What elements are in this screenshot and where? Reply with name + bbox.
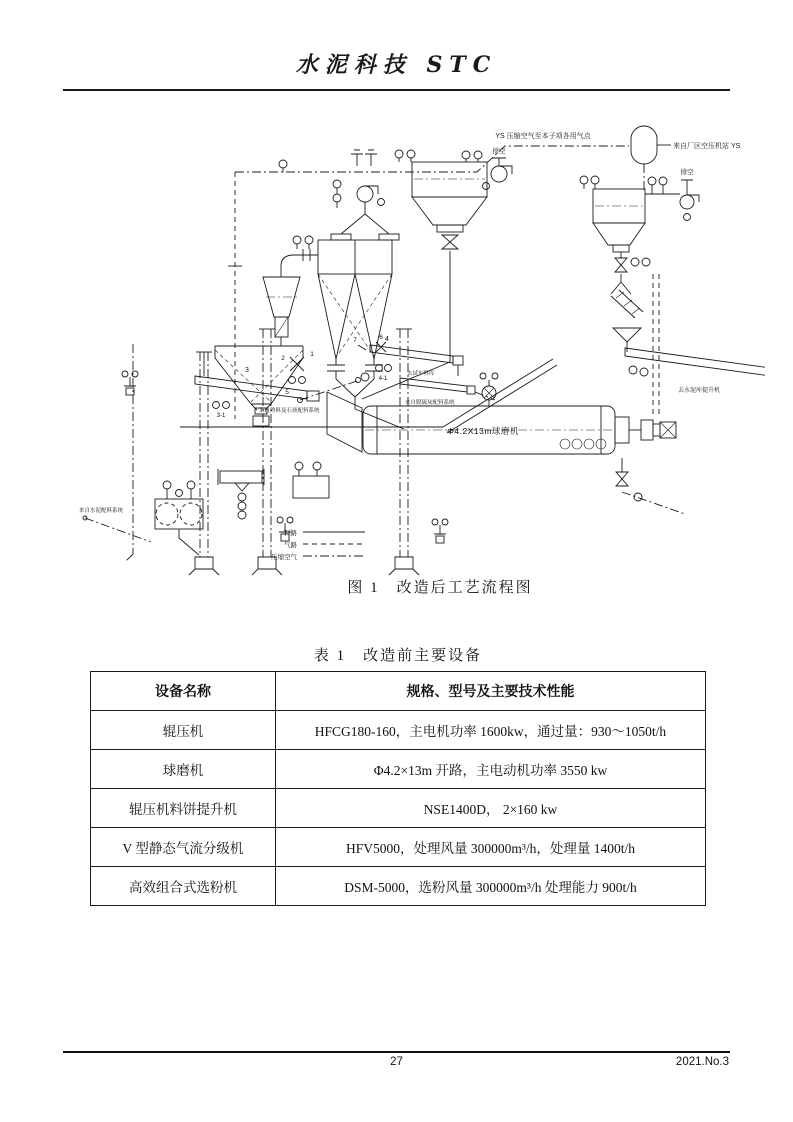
- diagram-legend: [271, 528, 365, 561]
- clinker-feed: [259, 373, 369, 414]
- tag-5: 5: [285, 389, 289, 396]
- air-header-label: YS 压缩空气至本子项各用气点: [495, 133, 591, 140]
- to-test-bin-label: 去试车料库: [407, 371, 435, 377]
- legend-material: 料路: [284, 530, 297, 537]
- vent-label-1: 排空: [492, 148, 506, 155]
- table-header-row: [91, 672, 706, 711]
- cell-device: V 型静态气流分级机: [91, 828, 276, 867]
- legend-compressed-air: 压缩空气: [271, 554, 297, 561]
- table-row: [91, 711, 706, 750]
- double-cyclone: [281, 236, 404, 429]
- slide-gate-icons: [122, 371, 448, 543]
- to-cement-elevator-label: 去水泥库提升机: [677, 388, 721, 394]
- tag-2: 2: [281, 355, 285, 362]
- header-rule: [63, 89, 730, 91]
- roller-press: [155, 481, 203, 555]
- process-flow-diagram: [75, 113, 765, 580]
- cell-device: 辊压机: [91, 711, 276, 750]
- tag-3: 3: [245, 367, 249, 374]
- cell-spec: NSE1400D， 2×160 kw: [276, 789, 706, 828]
- from-cement-batching-label: 来自水泥配料系统: [79, 508, 124, 514]
- tag-4: 4: [385, 336, 389, 343]
- tag-4-1: 4-1: [378, 376, 388, 382]
- cell-device: 辊压机料饼提升机: [91, 789, 276, 828]
- table-row: [91, 789, 706, 828]
- fan-b-icon: [665, 167, 699, 221]
- footer-page-number: 27: [390, 1056, 403, 1068]
- tag-7: 7: [353, 337, 357, 344]
- cement-silo-conveyor: [611, 282, 765, 400]
- cell-device: 球磨机: [91, 750, 276, 789]
- left-hopper: [263, 277, 300, 346]
- footer-issue: 2021.No.3: [675, 1056, 729, 1068]
- header-spec: 规格、型号及主要技术性能: [276, 672, 706, 711]
- table-row: [91, 828, 706, 867]
- cyclone-fan-icon: [331, 180, 399, 240]
- feeder-group: [218, 462, 329, 519]
- cement-batch-feed: [79, 344, 183, 561]
- tag-6: 6: [379, 334, 383, 341]
- ball-mill: [327, 274, 685, 514]
- table-caption: 表 1 改造前主要设备: [313, 648, 483, 664]
- from-clinker-gypsum-label: 来自熟料及石膏配料系统: [259, 408, 320, 414]
- cell-spec: HFCG180-160，主电机功率 1600kw，通过量：930～1050t/h: [276, 711, 706, 750]
- page-header-title: 水泥科技 STC: [295, 52, 498, 78]
- bag-filter-b: [580, 176, 667, 282]
- cell-spec: DSM-5000，选粉风量 300000m³/h 处理能力 900t/h: [276, 867, 706, 906]
- figure-caption: 图 1 改造后工艺流程图: [347, 580, 533, 596]
- cell-device: 高效组合式选粉机: [91, 867, 276, 906]
- table-row: [91, 750, 706, 789]
- legend-gas: 气路: [284, 542, 297, 549]
- cell-spec: Φ4.2×13m 开路，主电动机功率 3550 kw: [276, 750, 706, 789]
- tag-1: 1: [310, 351, 314, 358]
- bucket-elevators: [189, 329, 419, 575]
- tag-3-1: 3-1: [216, 413, 226, 419]
- footer-rule: [63, 1051, 730, 1053]
- bag-filter-a: [362, 150, 487, 399]
- ash-feeder: [400, 378, 495, 406]
- table-row: [91, 867, 706, 906]
- vent-stack-icon: [351, 150, 377, 166]
- mill-label: Φ4.2X13m球磨机: [447, 426, 519, 436]
- conveyor-4: [370, 336, 463, 382]
- from-desulf-ash-label: 来自脱硫灰配料系统: [405, 400, 455, 406]
- equipment-table: [90, 671, 706, 906]
- air-source-label: 来自厂区空压机站 YS: [673, 143, 741, 150]
- cell-spec: HFV5000，处理风量 300000m³/h，处理量 1400t/h: [276, 828, 706, 867]
- vent-label-2: 排空: [680, 169, 694, 176]
- header-device-name: 设备名称: [91, 672, 276, 711]
